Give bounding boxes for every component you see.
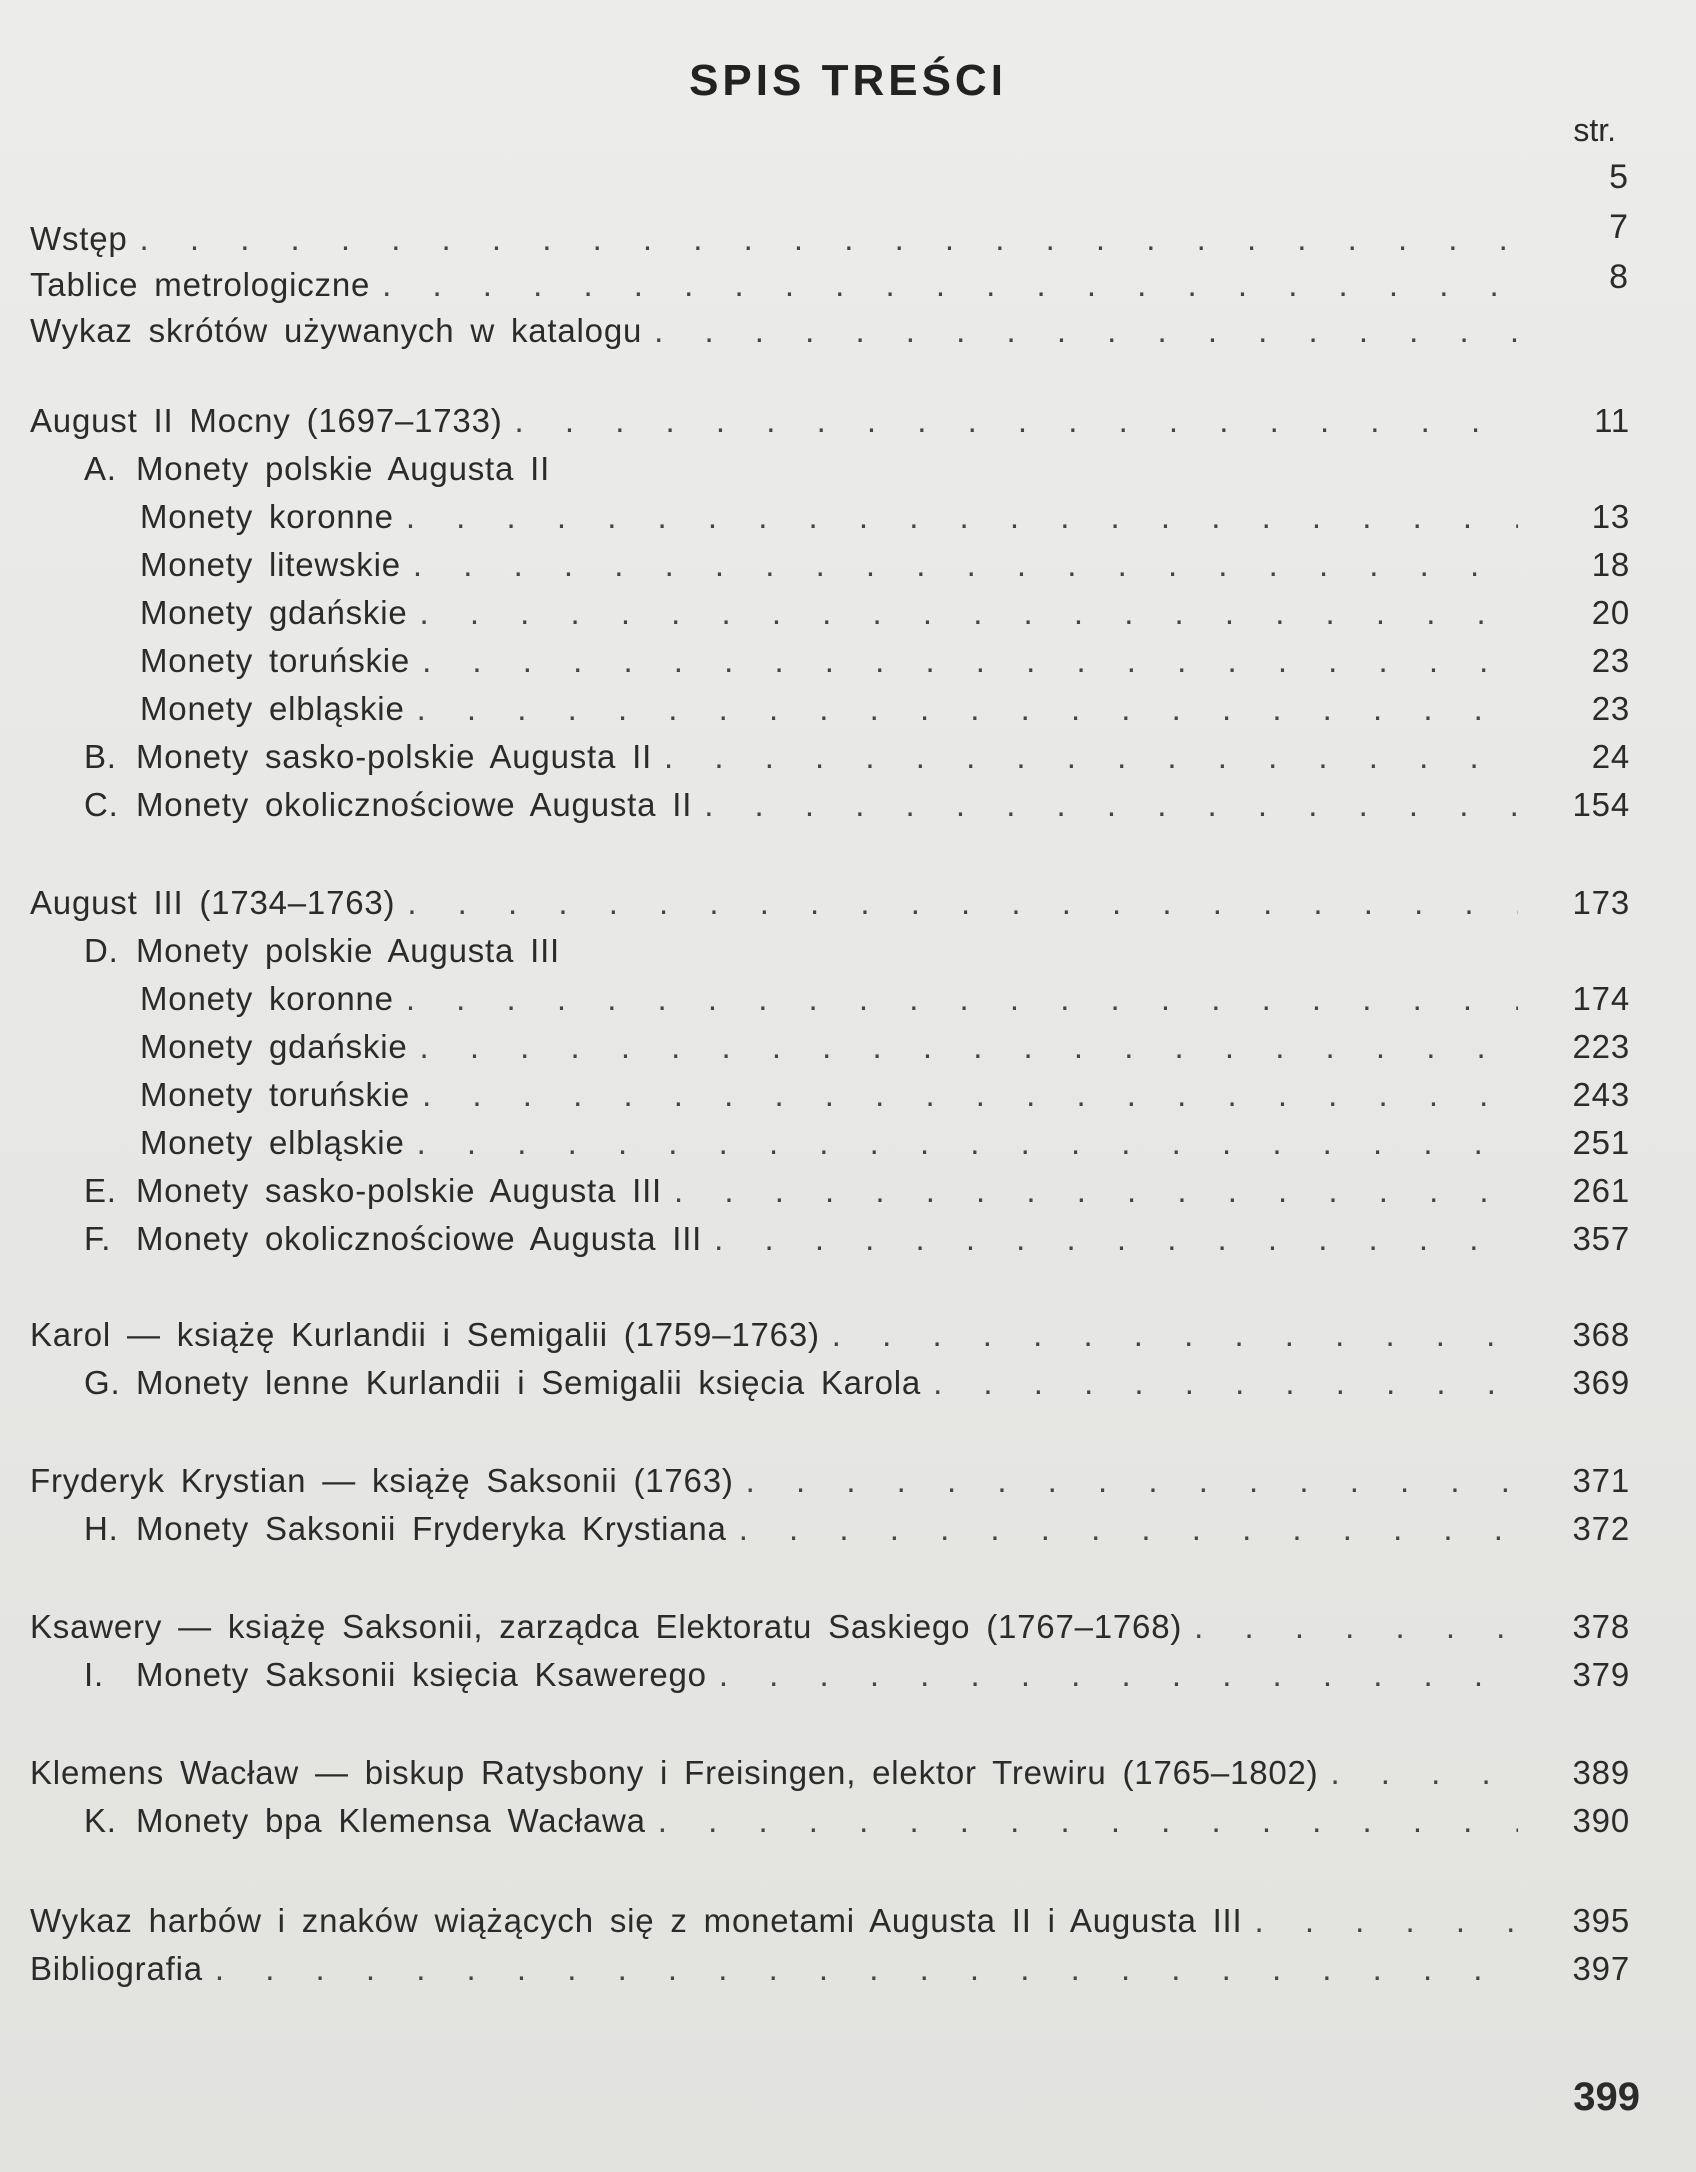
toc-entry-page: 372 <box>1572 1510 1630 1547</box>
toc-entry-letter: G. <box>84 1364 121 1401</box>
toc-entry-letter: B. <box>84 738 117 775</box>
leader-dots <box>407 884 1518 922</box>
page-column-label: str. <box>1573 112 1616 148</box>
toc-entry-letter: C. <box>84 786 119 823</box>
toc-entry <box>30 1902 1630 1950</box>
toc-entry-page: 23 <box>1591 690 1630 727</box>
leader-dots <box>419 1028 1518 1066</box>
toc-entry-page: 13 <box>1591 498 1630 535</box>
toc-entry-label: Klemens Wacław — biskup Ratysbony i Freisingen, elektor Trewiru (1765–1802) <box>30 1754 1319 1791</box>
leader-dots <box>1330 1754 1518 1792</box>
toc-entry <box>84 1172 1630 1220</box>
toc-entry <box>84 932 1630 980</box>
toc-entry-page: 379 <box>1572 1656 1630 1693</box>
leader-dots <box>422 642 1518 680</box>
leader-dots <box>413 546 1518 584</box>
leader-dots <box>382 266 1518 304</box>
toc-entry-page: 20 <box>1591 594 1630 631</box>
leader-dots <box>658 1802 1518 1840</box>
page-title: SPIS TREŚCI <box>689 56 1007 105</box>
toc-entry <box>30 1950 1630 1998</box>
toc-entry-label: August II Mocny (1697–1733) <box>30 402 503 439</box>
toc-entry-label: Monety polskie Augusta II <box>136 450 551 487</box>
toc-entry-label: Monety polskie Augusta III <box>136 932 561 969</box>
toc-entry <box>30 312 1630 360</box>
toc-entry-page: 371 <box>1572 1462 1630 1499</box>
toc-entry-label: Monety litewskie <box>140 546 401 583</box>
toc-entry <box>140 546 1630 594</box>
leader-dots <box>215 1950 1518 1988</box>
toc-entry-label: Monety koronne <box>140 980 394 1017</box>
leader-dots <box>714 1220 1518 1258</box>
leader-dots <box>654 312 1518 350</box>
leader-dots <box>832 1316 1518 1354</box>
toc-entry <box>30 220 1630 268</box>
toc-entry-page: 261 <box>1572 1172 1630 1209</box>
leader-dots <box>739 1510 1518 1548</box>
toc-entry-page: 368 <box>1572 1316 1630 1353</box>
toc-entry-page: 378 <box>1572 1608 1630 1645</box>
toc-entry-letter: D. <box>84 932 119 969</box>
toc-entry <box>140 1028 1630 1076</box>
toc-entry-letter: E. <box>84 1172 117 1209</box>
toc-entry <box>140 642 1630 690</box>
toc-entry-label: Monety Saksonii Fryderyka Krystiana <box>136 1510 727 1547</box>
toc-entry-letter: A. <box>84 450 117 487</box>
toc-entry-label: Wykaz skrótów używanych w katalogu <box>30 312 643 349</box>
toc-entry-page: 11 <box>1594 402 1630 439</box>
toc-entry-page: 243 <box>1572 1076 1630 1113</box>
toc-entry-label: Wstęp <box>30 220 128 257</box>
leader-dots <box>419 594 1518 632</box>
toc-entry-page: 23 <box>1591 642 1630 679</box>
toc-entry-label: Bibliografia <box>30 1950 203 1987</box>
leader-dots <box>417 1124 1518 1162</box>
toc-entry-label: Monety Saksonii księcia Ksawerego <box>136 1656 707 1693</box>
toc-entry-page: 24 <box>1591 738 1630 775</box>
leader-dots <box>515 402 1518 440</box>
toc-entry <box>84 1656 1630 1704</box>
toc-entry <box>84 1802 1630 1850</box>
leader-dots <box>704 786 1518 824</box>
leader-dots <box>674 1172 1518 1210</box>
toc-entry <box>84 1220 1630 1268</box>
toc-entry <box>30 266 1630 314</box>
toc-entry-page: 395 <box>1572 1902 1630 1939</box>
toc-entry-page: 154 <box>1572 786 1630 823</box>
toc-entry-page: 223 <box>1572 1028 1630 1065</box>
toc-entry-label: August III (1734–1763) <box>30 884 396 921</box>
toc-entry-label: Monety gdańskie <box>140 1028 408 1065</box>
toc-entry-letter: F. <box>84 1220 112 1257</box>
toc-entry-label: Wykaz harbów i znaków wiążących się z monetami Augusta II i Augusta III <box>30 1902 1243 1939</box>
toc-entry-page: 251 <box>1572 1124 1630 1161</box>
toc-entry-page: 174 <box>1572 980 1630 1017</box>
toc-entry-page: 389 <box>1572 1754 1630 1791</box>
toc-entry-page: 369 <box>1572 1364 1630 1401</box>
toc-entry <box>84 1364 1630 1412</box>
toc-section-heading <box>30 402 1630 450</box>
leader-dots <box>422 1076 1518 1114</box>
lead-page-number: 7 <box>1609 208 1628 246</box>
leader-dots <box>1194 1608 1518 1646</box>
page-folio-number: 399 <box>1573 2075 1640 2119</box>
toc-entry-page: 173 <box>1572 884 1630 921</box>
leader-dots <box>406 980 1518 1018</box>
toc-entry-label: Monety elbląskie <box>140 690 405 727</box>
toc-entry <box>140 594 1630 642</box>
toc-entry-label: Monety lenne Kurlandii i Semigalii księcia Karola <box>136 1364 922 1401</box>
toc-entry-label: Monety toruńskie <box>140 642 411 679</box>
toc-entry <box>140 498 1630 546</box>
leader-dots <box>933 1364 1518 1402</box>
toc-entry-page: 357 <box>1572 1220 1630 1257</box>
toc-entry-label: Monety sasko-polskie Augusta III <box>136 1172 663 1209</box>
leader-dots <box>417 690 1518 728</box>
toc-entry <box>140 980 1630 1028</box>
toc-entry-label: Monety gdańskie <box>140 594 408 631</box>
toc-entry <box>84 786 1630 834</box>
toc-section-heading <box>30 884 1630 932</box>
toc-entry-label: Monety bpa Klemensa Wacława <box>136 1802 646 1839</box>
leader-dots <box>664 738 1518 776</box>
toc-entry-letter: I. <box>84 1656 104 1693</box>
toc-entry-label: Fryderyk Krystian — książę Saksonii (1763) <box>30 1462 734 1499</box>
toc-entry <box>140 1076 1630 1124</box>
toc-section-heading <box>30 1316 1630 1364</box>
toc-entry-letter: H. <box>84 1510 119 1547</box>
toc-entry <box>84 450 1630 498</box>
toc-entry-page: 390 <box>1572 1802 1630 1839</box>
leader-dots <box>746 1462 1518 1500</box>
toc-entry <box>84 738 1630 786</box>
toc-entry <box>140 690 1630 738</box>
lead-page-number: 5 <box>1609 158 1628 196</box>
toc-section-heading <box>30 1608 1630 1656</box>
toc-entry-label: Monety okolicznościowe Augusta II <box>136 786 693 823</box>
toc-entry-label: Monety okolicznościowe Augusta III <box>136 1220 703 1257</box>
toc-entry-page: 397 <box>1572 1950 1630 1987</box>
toc-entry-label: Monety sasko-polskie Augusta II <box>136 738 653 775</box>
toc-entry-label: Tablice metrologiczne <box>30 266 371 303</box>
toc-section-heading <box>30 1462 1630 1510</box>
toc-entry-label: Ksawery — książę Saksonii, zarządca Elektoratu Saskiego (1767–1768) <box>30 1608 1183 1645</box>
leader-dots <box>140 220 1518 258</box>
toc-entry-label: Monety elbląskie <box>140 1124 405 1161</box>
toc-entry-label: Monety toruńskie <box>140 1076 411 1113</box>
leader-dots <box>719 1656 1518 1694</box>
toc-entry-letter: K. <box>84 1802 117 1839</box>
toc-entry <box>84 1510 1630 1558</box>
leader-dots <box>1255 1902 1519 1940</box>
toc-entry-page: 18 <box>1591 546 1630 583</box>
toc-section-heading <box>30 1754 1630 1802</box>
toc-entry-label: Monety koronne <box>140 498 394 535</box>
lead-page-number: 8 <box>1609 258 1628 296</box>
toc-entry <box>140 1124 1630 1172</box>
leader-dots <box>406 498 1518 536</box>
toc-entry-label: Karol — książę Kurlandii i Semigalii (1759–1763) <box>30 1316 820 1353</box>
